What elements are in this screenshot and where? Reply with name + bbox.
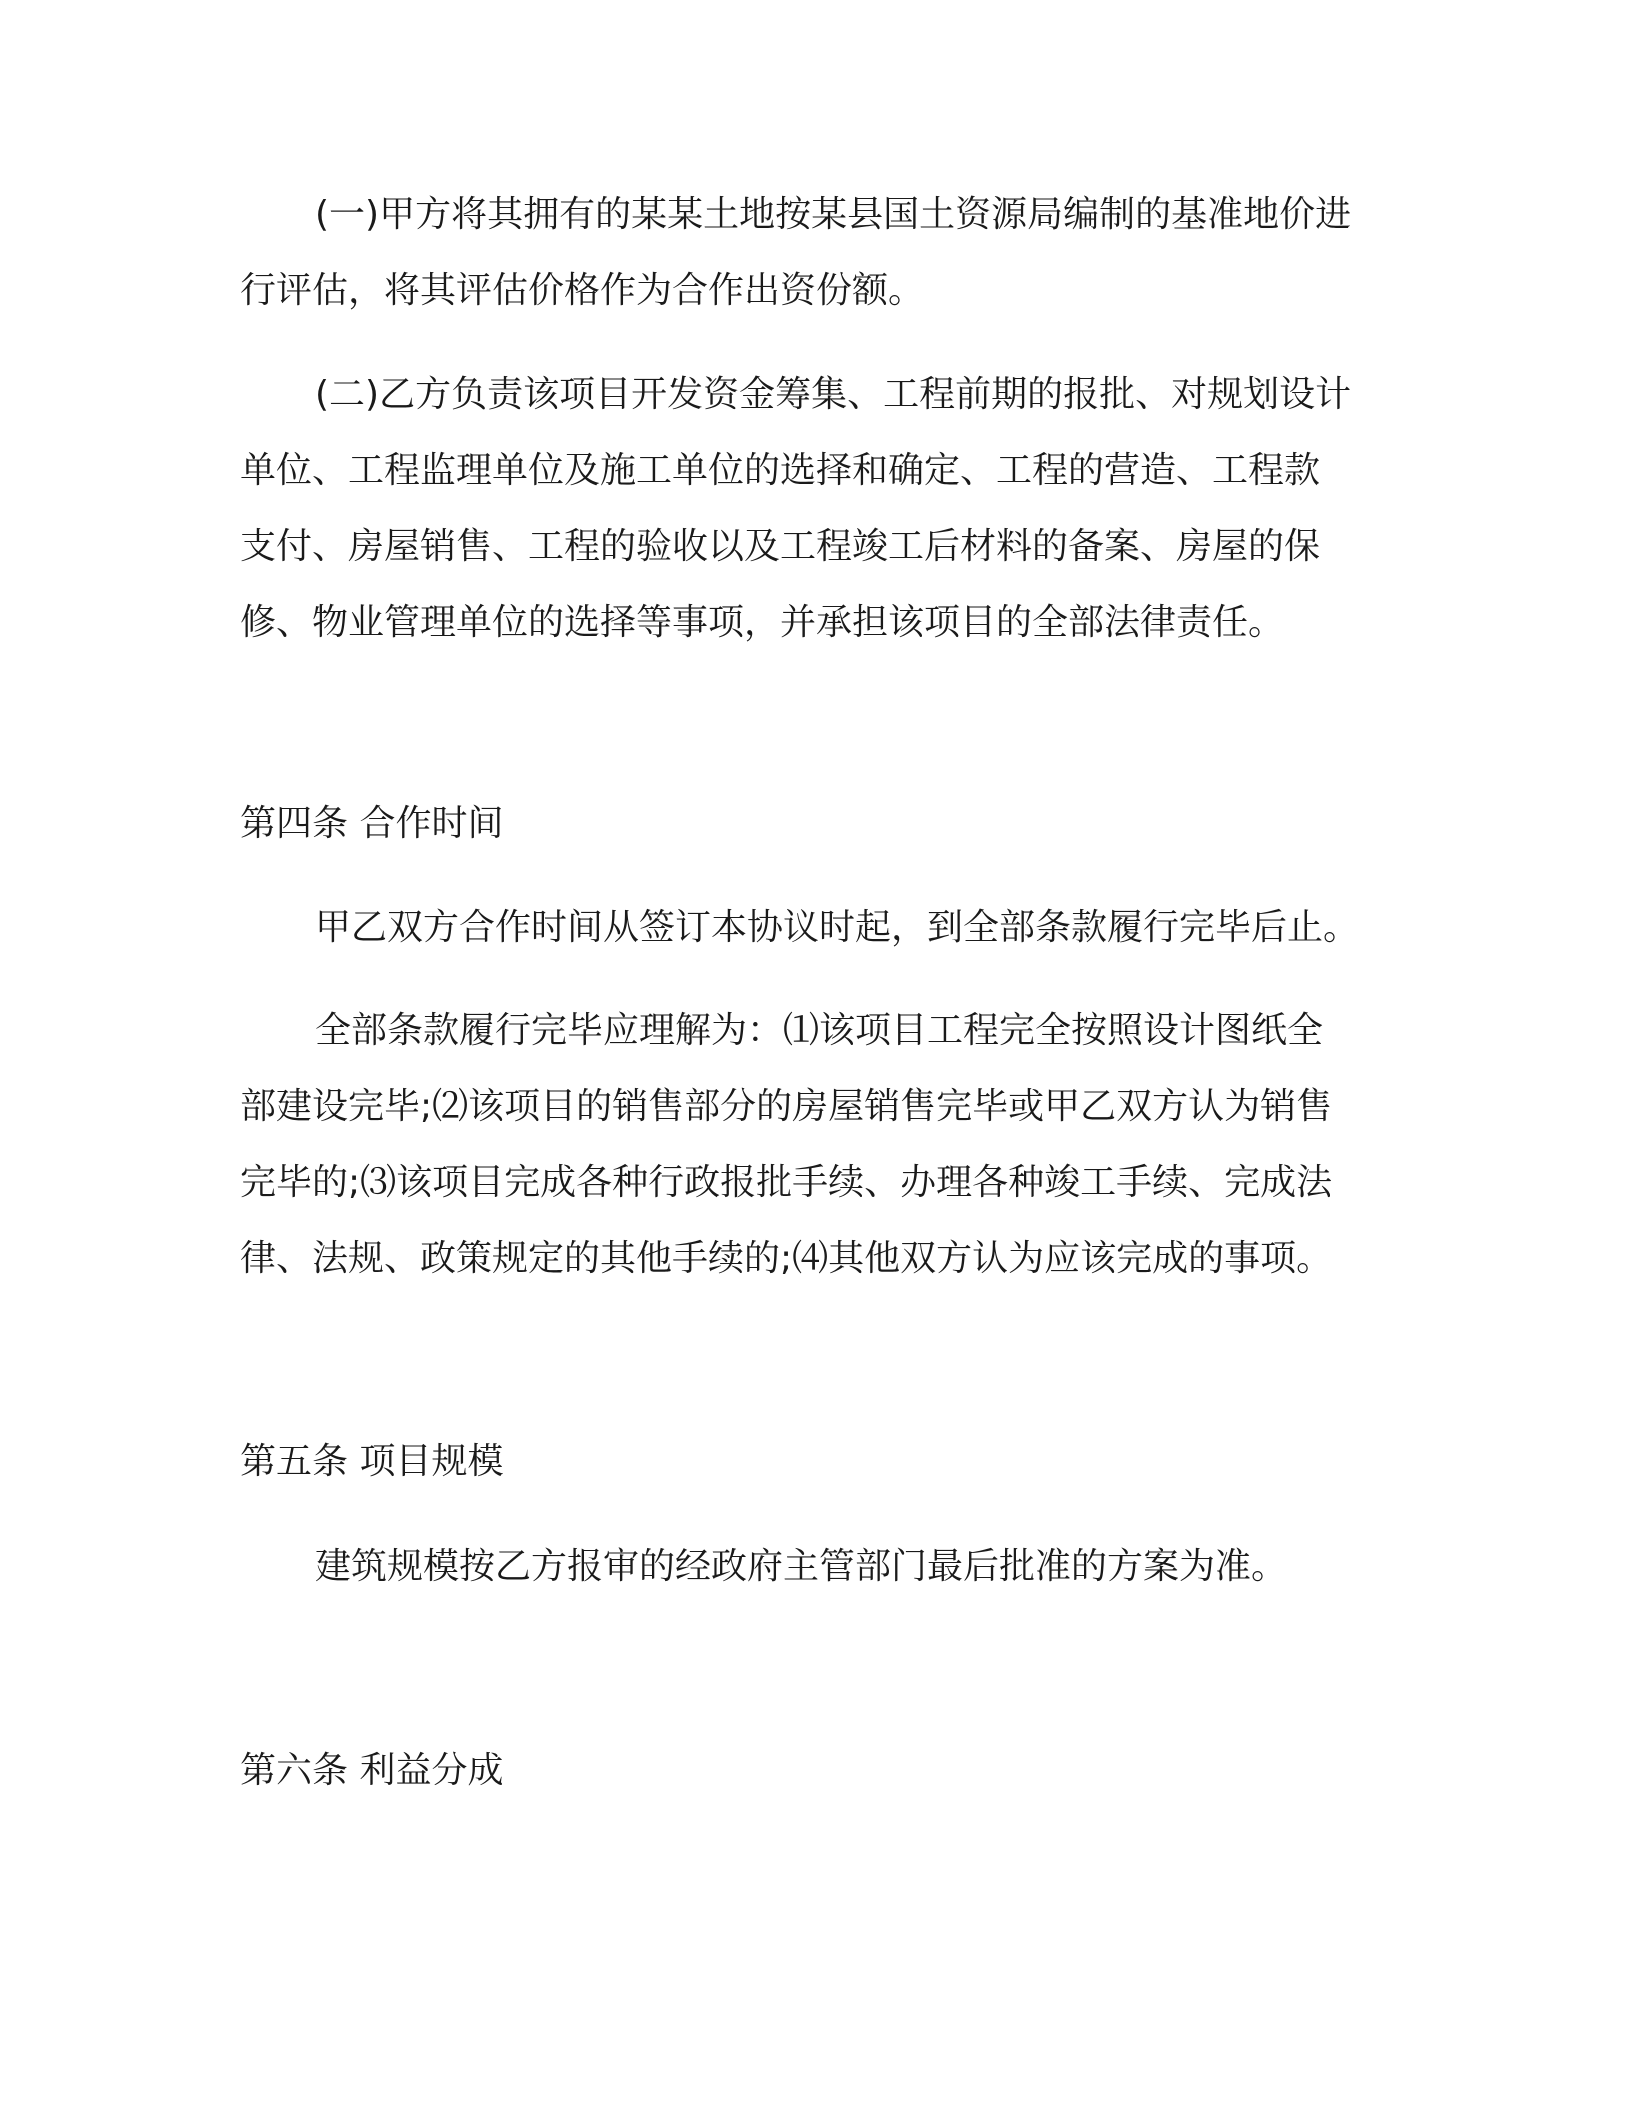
clause-item-2 <box>240 357 1380 661</box>
clause-item-2-line-2: 单位、工程监理单位及施工单位的选择和确定、工程的营造、工程款 <box>240 450 1321 491</box>
article-4-paragraph-2-line-3: 完毕的;⑶该项目完成各种行政报批手续、办理各种竣工手续、完成法 <box>240 1162 1333 1203</box>
clause-item-2-line-1: (二)乙方负责该项目开发资金筹集、工程前期的报批、对规划设计 <box>315 374 1352 415</box>
clause-item-1-line-1: (一)甲方将其拥有的某某土地按某县国土资源局编制的基准地价进 <box>315 194 1352 235</box>
article-4-heading: 第四条 合作时间 <box>240 803 504 844</box>
clause-item-2-line-4: 修、物业管理单位的选择等事项，并承担该项目的全部法律责任。 <box>240 602 1285 643</box>
article-4-paragraph-2-line-1: 全部条款履行完毕应理解为：⑴该项目工程完全按照设计图纸全 <box>315 1010 1324 1051</box>
article-5-heading: 第五条 项目规模 <box>240 1441 504 1482</box>
article-4-paragraph-2-line-2: 部建设完毕;⑵该项目的销售部分的房屋销售完毕或甲乙双方认为销售 <box>240 1086 1333 1127</box>
article-4-paragraph-2-line-4: 律、法规、政策规定的其他手续的;⑷其他双方认为应该完成的事项。 <box>240 1238 1333 1279</box>
article-6-heading: 第六条 利益分成 <box>240 1750 504 1791</box>
article-4-paragraph-2 <box>240 993 1380 1297</box>
article-5-paragraph-1 <box>240 1529 1380 1605</box>
article-5-paragraph-1-line-1: 建筑规模按乙方报审的经政府主管部门最后批准的方案为准。 <box>315 1546 1288 1587</box>
clause-item-1-line-2: 行评估，将其评估价格作为合作出资份额。 <box>240 270 925 311</box>
article-4-paragraph-1-line-1: 甲乙双方合作时间从签订本协议时起，到全部条款履行完毕后止。 <box>315 907 1360 948</box>
article-4-paragraph-1 <box>240 890 1380 966</box>
clause-item-2-line-3: 支付、房屋销售、工程的验收以及工程竣工后材料的备案、房屋的保 <box>240 526 1321 567</box>
clause-item-1 <box>240 177 1380 329</box>
